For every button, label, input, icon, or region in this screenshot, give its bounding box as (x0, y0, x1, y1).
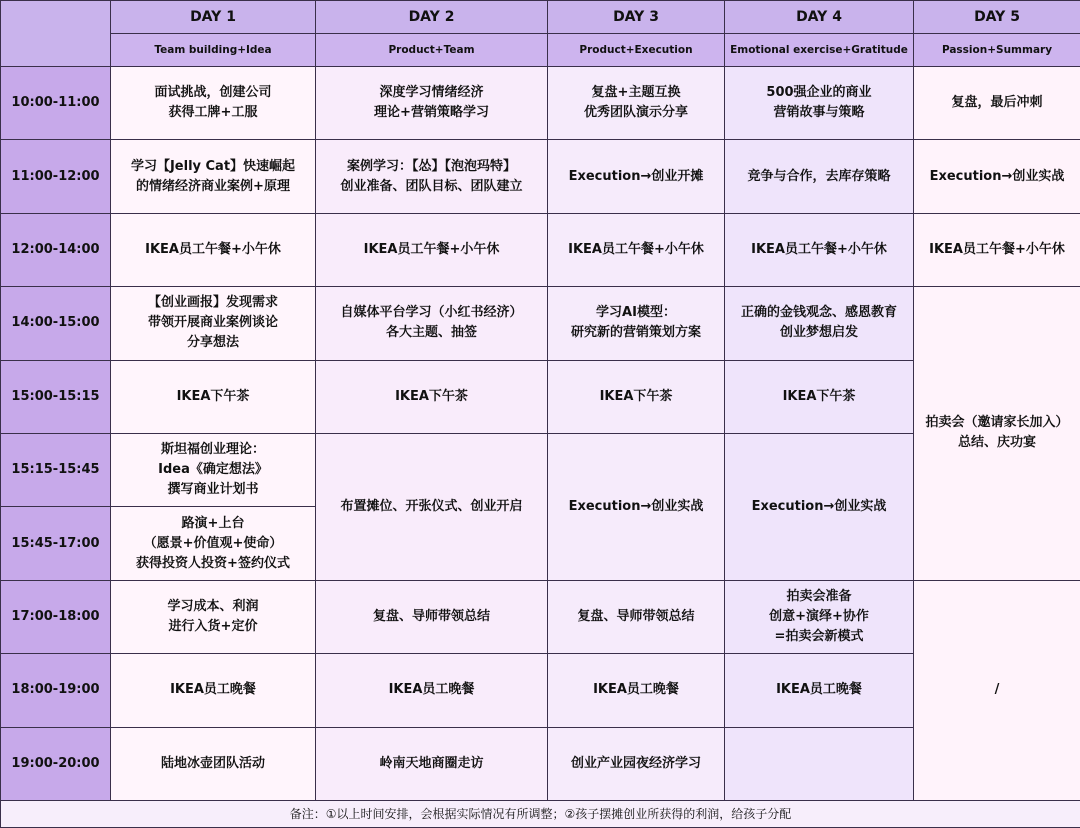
time-slot: 19:00-20:00 (1, 727, 111, 800)
activity-cell: Execution→创业实战 (548, 433, 725, 580)
activity-cell: 【创业画报】发现需求 带领开展商业案例谈论 分享想法 (111, 287, 316, 360)
time-slot: 14:00-15:00 (1, 287, 111, 360)
schedule-row (1, 67, 1080, 140)
activity-cell: 复盘、导师带领总结 (548, 580, 725, 653)
theme-header-row (1, 34, 1080, 67)
schedule-row (1, 140, 1080, 213)
activity-cell: IKEA员工晚餐 (725, 654, 914, 727)
activity-cell: IKEA下午茶 (316, 360, 548, 433)
activity-cell: 面试挑战，创建公司 获得工牌+工服 (111, 67, 316, 140)
activity-cell (725, 727, 914, 800)
activity-cell: IKEA员工午餐+小午休 (111, 213, 316, 286)
activity-cell: 学习【Jelly Cat】快速崛起 的情绪经济商业案例+原理 (111, 140, 316, 213)
day-header: DAY 3 (548, 1, 725, 34)
note-row (1, 800, 1080, 827)
activity-cell: 复盘+主题互换 优秀团队演示分享 (548, 67, 725, 140)
day-header: DAY 5 (914, 1, 1080, 34)
activity-cell: 陆地冰壶团队活动 (111, 727, 316, 800)
activity-cell: 自媒体平台学习（小红书经济） 各大主题、抽签 (316, 287, 548, 360)
schedule-row (1, 213, 1080, 286)
activity-cell: 500强企业的商业 营销故事与策略 (725, 67, 914, 140)
activity-cell: Execution→创业实战 (725, 433, 914, 580)
activity-cell: 学习AI模型： 研究新的营销策划方案 (548, 287, 725, 360)
day-theme: Passion+Summary (914, 34, 1080, 67)
activity-cell-empty: / (914, 580, 1080, 800)
activity-cell-auction: 拍卖会（邀请家长加入） 总结、庆功宴 (914, 287, 1080, 581)
time-slot: 15:00-15:15 (1, 360, 111, 433)
activity-cell: 学习成本、利润 进行入货+定价 (111, 580, 316, 653)
activity-cell: 拍卖会准备 创意+演绎+协作 =拍卖会新模式 (725, 580, 914, 653)
activity-cell: 案例学习：【怂】【泡泡玛特】 创业准备、团队目标、团队建立 (316, 140, 548, 213)
activity-cell: 复盘、导师带领总结 (316, 580, 548, 653)
day-header: DAY 1 (111, 1, 316, 34)
time-slot: 12:00-14:00 (1, 213, 111, 286)
schedule-row (1, 580, 1080, 653)
time-slot: 11:00-12:00 (1, 140, 111, 213)
activity-cell: IKEA员工午餐+小午休 (914, 213, 1080, 286)
day-theme: Product+Execution (548, 34, 725, 67)
activity-cell: 布置摊位、开张仪式、创业开启 (316, 433, 548, 580)
activity-cell: IKEA下午茶 (725, 360, 914, 433)
activity-cell: 深度学习情绪经济 理论+营销策略学习 (316, 67, 548, 140)
day-header-row (1, 1, 1080, 34)
day-header: DAY 2 (316, 1, 548, 34)
time-slot: 17:00-18:00 (1, 580, 111, 653)
activity-cell: IKEA员工午餐+小午休 (316, 213, 548, 286)
schedule-row (1, 287, 1080, 360)
day-theme: Emotional exercise+Gratitude (725, 34, 914, 67)
activity-cell: IKEA员工晚餐 (548, 654, 725, 727)
time-slot: 18:00-19:00 (1, 654, 111, 727)
day-theme: Team building+Idea (111, 34, 316, 67)
activity-cell: 正确的金钱观念、感恩教育 创业梦想启发 (725, 287, 914, 360)
day-header: DAY 4 (725, 1, 914, 34)
day-theme: Product+Team (316, 34, 548, 67)
activity-cell: Execution→创业实战 (914, 140, 1080, 213)
activity-cell: 复盘，最后冲刺 (914, 67, 1080, 140)
activity-cell: 斯坦福创业理论： Idea《确定想法》 撰写商业计划书 (111, 433, 316, 506)
activity-cell: 岭南天地商圈走访 (316, 727, 548, 800)
activity-cell: 路演+上台 （愿景+价值观+使命） 获得投资人投资+签约仪式 (111, 507, 316, 580)
activity-cell: IKEA员工午餐+小午休 (725, 213, 914, 286)
activity-cell: IKEA员工午餐+小午休 (548, 213, 725, 286)
footnote: 备注：①以上时间安排，会根据实际情况有所调整；②孩子摆摊创业所获得的利润，给孩子分配 (1, 800, 1080, 827)
corner-cell (1, 1, 111, 67)
activity-cell: IKEA员工晚餐 (316, 654, 548, 727)
time-slot: 15:45-17:00 (1, 507, 111, 580)
activity-cell: IKEA下午茶 (111, 360, 316, 433)
time-slot: 10:00-11:00 (1, 67, 111, 140)
activity-cell: IKEA下午茶 (548, 360, 725, 433)
activity-cell: 创业产业园夜经济学习 (548, 727, 725, 800)
time-slot: 15:15-15:45 (1, 433, 111, 506)
activity-cell: Execution→创业开摊 (548, 140, 725, 213)
activity-cell: IKEA员工晚餐 (111, 654, 316, 727)
activity-cell: 竞争与合作，去库存策略 (725, 140, 914, 213)
